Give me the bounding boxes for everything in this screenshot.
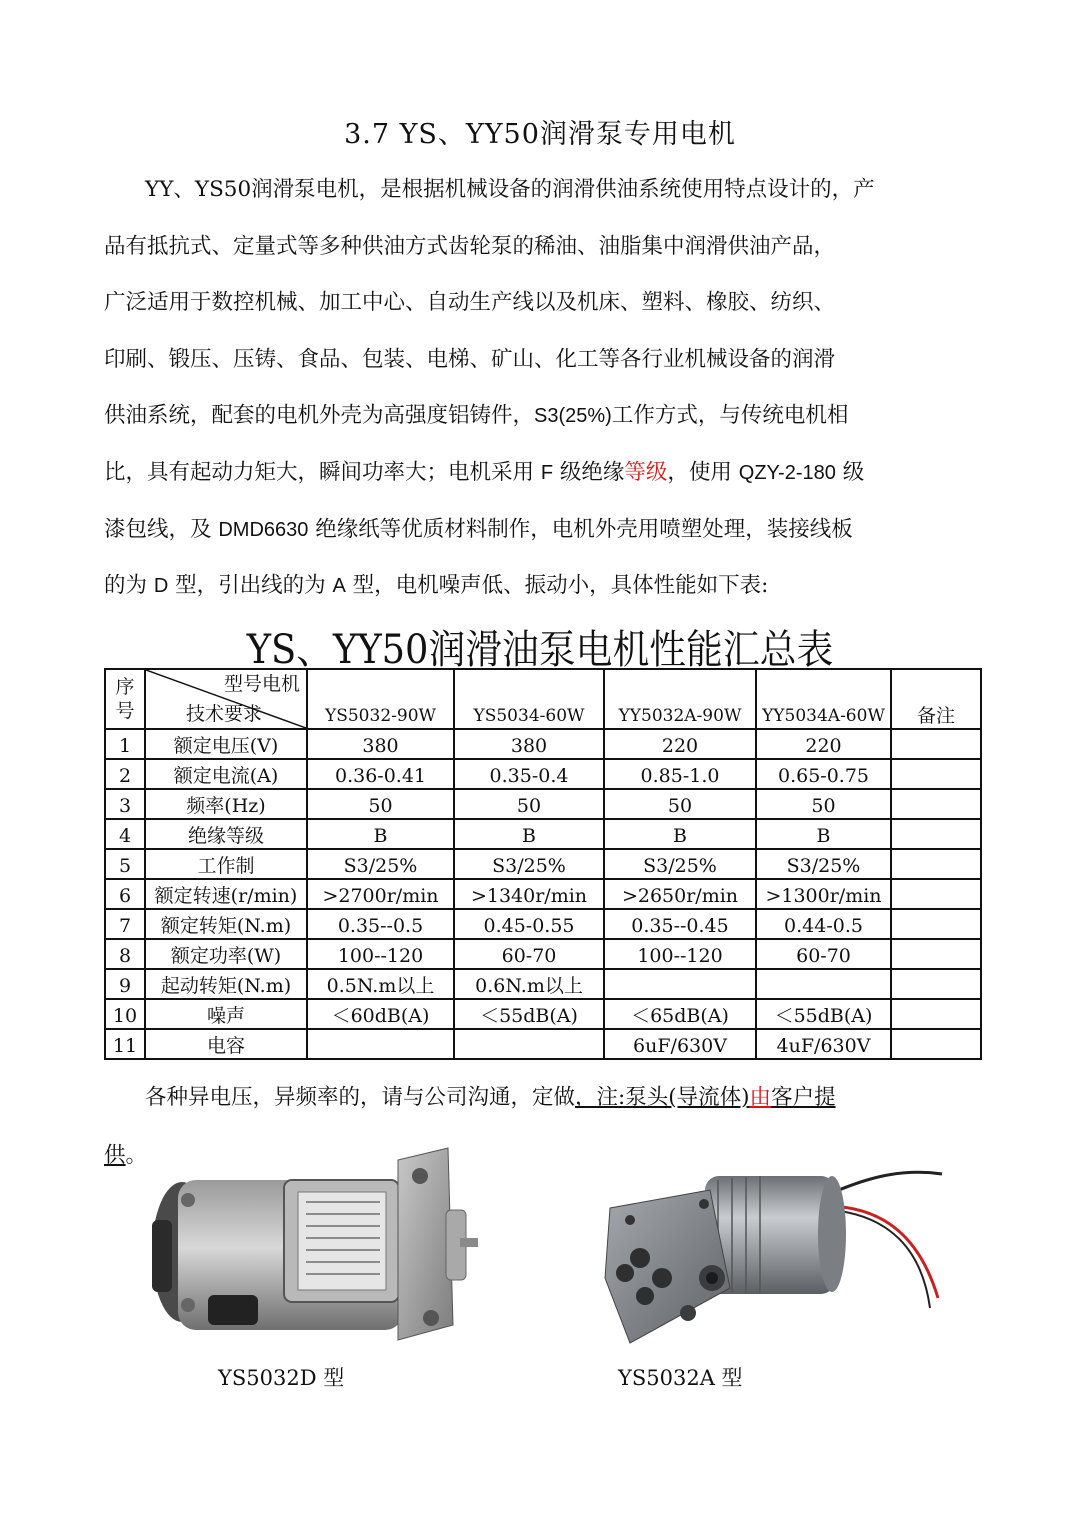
table-row: [105, 819, 981, 849]
row-value-model-4: 50: [756, 789, 891, 819]
row-remark: [891, 969, 981, 999]
row-value-model-2: [454, 1029, 604, 1059]
line8-type-a: A: [332, 575, 346, 597]
header-seq-bottom: 号: [115, 700, 135, 722]
row-value-model-1: ＜60dB(A): [307, 999, 454, 1029]
row-value-model-4: 60-70: [756, 939, 891, 969]
section-title: 3.7 YS、YY50润滑泵专用电机: [344, 119, 736, 150]
row-value-model-3: S3/25%: [604, 849, 756, 879]
line8-text-c: 型，引出线的为: [168, 573, 333, 598]
row-value-model-2: S3/25%: [454, 849, 604, 879]
line6-text-a: 比，具有起动力矩大，瞬间功率大；电机采用: [104, 460, 541, 485]
header-model-2: YS5034-60W: [454, 669, 604, 729]
table-title: YS、YY50润滑油泵电机性能汇总表: [246, 627, 834, 673]
row-remark: [891, 999, 981, 1029]
row-value-model-2: ＜55dB(A): [454, 999, 604, 1029]
row-number: 8: [105, 939, 145, 969]
row-parameter: 额定电流(A): [145, 759, 307, 789]
line8-text-e: 型，电机噪声低、振动小，具体性能如下表:: [345, 573, 769, 598]
row-remark: [891, 1029, 981, 1059]
row-value-model-2: B: [454, 819, 604, 849]
caption-motor-a: YS5032A 型: [618, 1366, 743, 1390]
header-remark: 备注: [891, 669, 981, 729]
row-value-model-3: [604, 969, 756, 999]
line6-red-text: 等级: [624, 460, 668, 485]
table-row: [105, 969, 981, 999]
row-remark: [891, 789, 981, 819]
row-value-model-4: [756, 969, 891, 999]
table-row: [105, 1029, 981, 1059]
row-value-model-2: 50: [454, 789, 604, 819]
note-text-d: 供: [104, 1143, 126, 1168]
row-value-model-1: 50: [307, 789, 454, 819]
line6-text-d: ，使用: [667, 460, 739, 485]
row-value-model-1: B: [307, 819, 454, 849]
line8-text-a: 的为: [104, 573, 154, 598]
header-diagonal-cell: [145, 669, 307, 729]
intro-line-3: 广泛适用于数控机械、加工中心、自动生产线以及机床、塑料、橡胶、纺织、: [104, 290, 836, 315]
row-value-model-4: >1300r/min: [756, 879, 891, 909]
header-model-label: 型号电机: [223, 673, 300, 695]
row-value-model-2: 0.6N.m以上: [454, 969, 604, 999]
row-number: 2: [105, 759, 145, 789]
header-seq: [105, 669, 145, 729]
row-parameter: 电容: [145, 1029, 307, 1059]
row-value-model-3: B: [604, 819, 756, 849]
row-remark: [891, 909, 981, 939]
row-parameter: 起动转矩(N.m): [145, 969, 307, 999]
line7-text-a: 漆包线，及: [104, 517, 219, 542]
row-value-model-3: ＜65dB(A): [604, 999, 756, 1029]
intro-line-6: [104, 458, 984, 488]
row-value-model-4: S3/25%: [756, 849, 891, 879]
row-parameter: 工作制: [145, 849, 307, 879]
row-value-model-1: 100--120: [307, 939, 454, 969]
row-number: 3: [105, 789, 145, 819]
intro-line-4: 印刷、锻压、压铸、食品、包装、电梯、矿山、化工等各行业机械设备的润滑: [104, 347, 836, 372]
header-model-3: YY5032A-90W: [604, 669, 756, 729]
row-number: 11: [105, 1029, 145, 1059]
row-value-model-1: >2700r/min: [307, 879, 454, 909]
row-value-model-4: ＜55dB(A): [756, 999, 891, 1029]
row-remark: [891, 819, 981, 849]
note-text-c: 客户提: [771, 1085, 836, 1110]
row-remark: [891, 759, 981, 789]
row-remark: [891, 729, 981, 759]
row-value-model-4: 220: [756, 729, 891, 759]
row-number: 9: [105, 969, 145, 999]
row-number: 1: [105, 729, 145, 759]
row-parameter: 额定电压(V): [145, 729, 307, 759]
row-value-model-1: 0.35--0.5: [307, 909, 454, 939]
row-value-model-1: S3/25%: [307, 849, 454, 879]
row-value-model-1: 380: [307, 729, 454, 759]
row-parameter: 绝缘等级: [145, 819, 307, 849]
note-red-text: 由: [749, 1085, 772, 1110]
table-row: [105, 999, 981, 1029]
row-parameter: 额定功率(W): [145, 939, 307, 969]
row-value-model-1: [307, 1029, 454, 1059]
intro-line-5: [104, 401, 984, 431]
row-value-model-4: B: [756, 819, 891, 849]
row-value-model-2: 0.35-0.4: [454, 759, 604, 789]
table-row: [105, 789, 981, 819]
row-value-model-4: 0.65-0.75: [756, 759, 891, 789]
row-number: 6: [105, 879, 145, 909]
row-value-model-3: >2650r/min: [604, 879, 756, 909]
row-value-model-1: 0.5N.m以上: [307, 969, 454, 999]
table-row: [105, 939, 981, 969]
line6-text-c: 级绝缘: [553, 460, 625, 485]
note-text-e: 。: [125, 1143, 148, 1168]
table-row: [105, 729, 981, 759]
row-value-model-3: 0.35--0.45: [604, 909, 756, 939]
row-remark: [891, 849, 981, 879]
row-value-model-2: 380: [454, 729, 604, 759]
motor-d-photo: [148, 1140, 478, 1352]
row-number: 4: [105, 819, 145, 849]
spec-table-body: [105, 729, 981, 1059]
intro-line-1: YY、YS50润滑泵电机，是根据机械设备的润滑供油系统使用特点设计的，产: [145, 177, 875, 202]
row-remark: [891, 879, 981, 909]
motor-a-photo: [600, 1168, 945, 1348]
line7-paper: DMD6630: [218, 519, 309, 541]
intro-line-8: [104, 571, 984, 601]
line6-text-f: 级: [835, 460, 865, 485]
header-seq-top: 序: [115, 676, 135, 698]
row-remark: [891, 939, 981, 969]
row-number: 10: [105, 999, 145, 1029]
row-parameter: 噪声: [145, 999, 307, 1029]
row-value-model-2: 60-70: [454, 939, 604, 969]
header-model-1: YS5032-90W: [307, 669, 454, 729]
line5-text-a: 供油系统，配套的电机外壳为高强度铝铸件，: [104, 403, 535, 428]
row-value-model-3: 100--120: [604, 939, 756, 969]
line7-text-c: 绝缘纸等优质材料制作，电机外壳用喷塑处理，装接线板: [308, 517, 853, 542]
line5-duty: S3(25%): [534, 405, 612, 427]
table-header-row: [105, 669, 981, 729]
table-row: [105, 909, 981, 939]
header-model-4: YY5034A-60W: [756, 669, 891, 729]
row-value-model-3: 50: [604, 789, 756, 819]
row-number: 5: [105, 849, 145, 879]
row-value-model-2: 0.45-0.55: [454, 909, 604, 939]
line6-wire: QZY-2-180: [738, 462, 836, 484]
row-value-model-1: 0.36-0.41: [307, 759, 454, 789]
note-text-b: ，注:泵头(导流体): [575, 1085, 750, 1110]
custom-order-note-cont: [104, 1138, 147, 1169]
line8-type-d: D: [153, 575, 169, 597]
line5-text-c: 工作方式，与传统电机相: [611, 403, 849, 428]
line6-class: F: [540, 462, 554, 484]
row-value-model-4: 0.44-0.5: [756, 909, 891, 939]
row-value-model-4: 4uF/630V: [756, 1029, 891, 1059]
note-text-a: 各种异电压，异频率的，请与公司沟通，定做: [145, 1085, 576, 1110]
row-value-model-2: >1340r/min: [454, 879, 604, 909]
intro-line-7: [104, 515, 984, 545]
row-parameter: 额定转速(r/min): [145, 879, 307, 909]
spec-table: [104, 668, 982, 1060]
row-value-model-3: 6uF/630V: [604, 1029, 756, 1059]
intro-line-2: 品有抵抗式、定量式等多种供油方式齿轮泵的稀油、油脂集中润滑供油产品，: [104, 234, 836, 259]
row-value-model-3: 220: [604, 729, 756, 759]
row-value-model-3: 0.85-1.0: [604, 759, 756, 789]
table-row: [105, 849, 981, 879]
row-number: 7: [105, 909, 145, 939]
row-parameter: 频率(Hz): [145, 789, 307, 819]
row-parameter: 额定转矩(N.m): [145, 909, 307, 939]
table-row: [105, 759, 981, 789]
caption-motor-d: YS5032D 型: [218, 1366, 345, 1390]
table-row: [105, 879, 981, 909]
custom-order-note: [145, 1080, 836, 1111]
header-requirement-label: 技术要求: [186, 703, 263, 725]
